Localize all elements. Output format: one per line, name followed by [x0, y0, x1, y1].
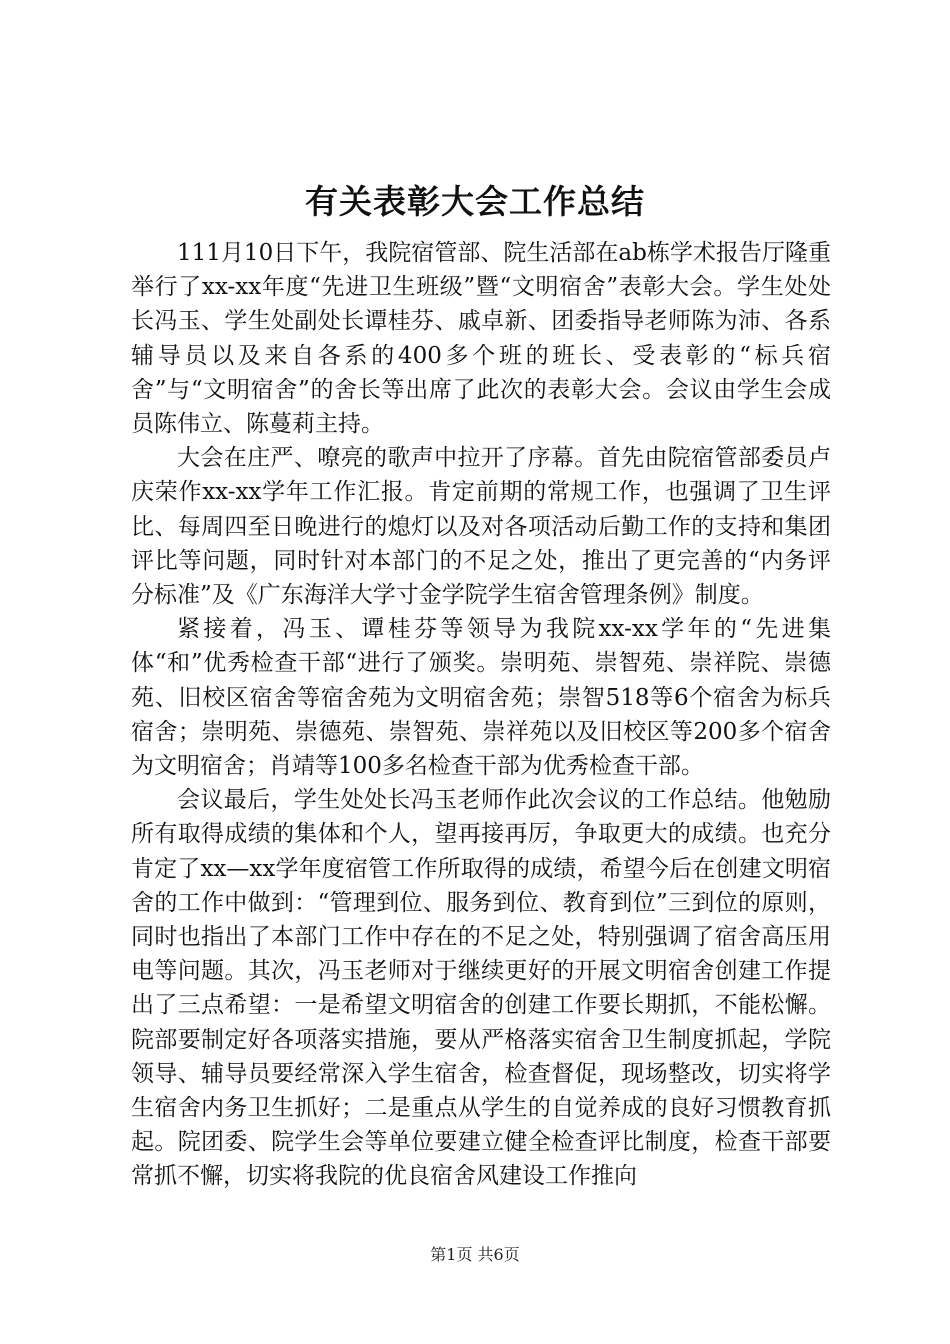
document-body	[131, 236, 831, 1194]
paragraph-1: 111月10日下午，我院宿管部、院生活部在ab栋学术报告厅隆重举行了xx-xx年度“先进卫生班级”暨“文明宿舍”表彰大会。学生处处长冯玉、学生处副处长谭桂芬、戚卓新、团委指导老师陈为沛、各系辅导员以及来自各系的400多个班的班长、受表彰的“标兵宿舍”与“文明宿舍”的舍长等出席了此次的表彰大会。会议由学生会成员陈伟立、陈蔓莉主持。	[131, 240, 831, 438]
paragraph-3: 紧接着，冯玉、谭桂芬等领导为我院xx-xx学年的“先进集体“和”优秀检查干部“进行了颁奖。崇明苑、崇智苑、崇祥院、崇德苑、旧校区宿舍等宿舍苑为文明宿舍苑；崇智518等6个宿舍为标兵宿舍；崇明苑、崇德苑、崇智苑、崇祥苑以及旧校区等200多个宿舍为文明宿舍；肖靖等100多名检查干部为优秀检查干部。	[131, 616, 831, 780]
paragraph-2: 大会在庄严、嘹亮的歌声中拉开了序幕。首先由院宿管部委员卢庆荣作xx-xx学年工作汇报。肯定前期的常规工作，也强调了卫生评比、每周四至日晚进行的熄灯以及对各项活动后勤工作的支持和集团评比等问题，同时针对本部门的不足之处，推出了更完善的“内务评分标准”及《广东海洋大学寸金学院学生宿舍管理条例》制度。	[131, 445, 831, 609]
paragraph-4: 会议最后，学生处处长冯玉老师作此次会议的工作总结。他勉励所有取得成绩的集体和个人，望再接再厉，争取更大的成绩。也充分肯定了xx—xx学年度宿管工作所取得的成绩，希望今后在创建文明宿舍的工作中做到：“管理到位、服务到位、教育到位”三到位的原则，同时也指出了本部门工作中存在的不足之处，特别强调了宿舍高压用电等问题。其次，冯玉老师对于继续更好的开展文明宿舍创建工作提出了三点希望：一是希望文明宿舍的创建工作要长期抓，不能松懈。院部要制定好各项落实措施，要从严格落实宿舍卫生制度抓起，学院领导、辅导员要经常深入学生宿舍，检查督促，现场整改，切实将学生宿舍内务卫生抓好；二是重点从学生的自觉养成的良好习惯教育抓起。院团委、院学生会等单位要建立健全检查评比制度，检查干部要常抓不懈，切实将我院的优良宿舍风建设工作推向	[131, 787, 831, 1190]
page-footer: 第1页 共6页	[430, 1245, 520, 1264]
document-title: 有关表彰大会工作总结	[305, 182, 645, 221]
